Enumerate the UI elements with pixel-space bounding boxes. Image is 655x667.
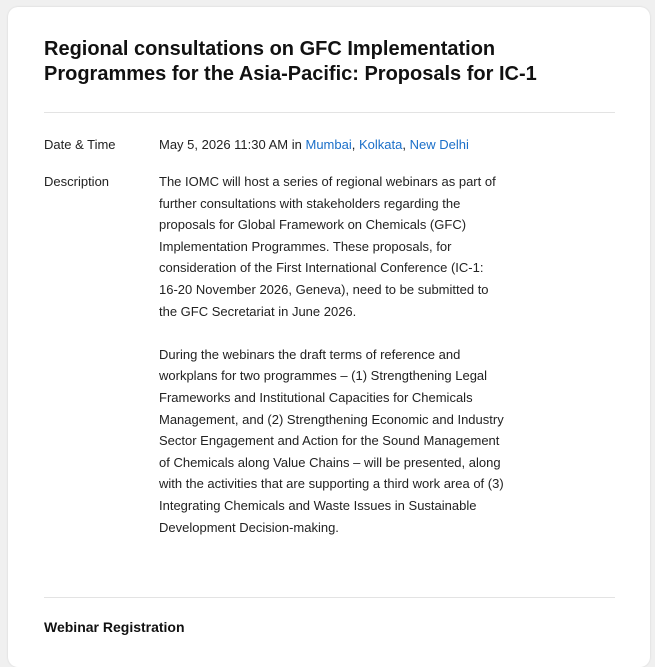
webinar-registration-heading: Webinar Registration — [44, 619, 185, 635]
event-title: Regional consultations on GFC Implementation Programmes for the Asia-Pacific: Proposals for IC-1 — [44, 38, 537, 85]
date-time-text: May 5, 2026 11:30 AM — [159, 137, 289, 152]
location-link-kolkata[interactable]: Kolkata — [358, 137, 403, 152]
description-paragraph-2: During the webinars the draft terms of reference and workplans for two programmes – (1) Strengthening Legal Frameworks and Institutional Capacities for Chemicals Management, and (2) Strengthening Economic and Industry Sector Engagement and Action for the Sound Management of Chemicals along Value Chains – will be presented, along with the activities that are supporting a third work area of (3) Integrating Chemicals and Waste Issues in Sustainable Development Decision-making. — [159, 346, 504, 535]
in-word: in — [291, 137, 302, 152]
description-label: Description — [44, 174, 110, 189]
section-divider — [44, 597, 615, 598]
location-link-new-delhi[interactable]: New Delhi — [409, 137, 469, 152]
date-time-value: May 5, 2026 11:30 AM in Mumbai, Kolkata, New Delhi — [159, 137, 469, 152]
location-link-mumbai[interactable]: Mumbai — [305, 137, 352, 152]
title-divider — [44, 112, 615, 113]
event-card — [8, 7, 650, 667]
description-text — [159, 171, 504, 538]
date-time-label: Date & Time — [44, 137, 116, 152]
description-paragraph-1: The IOMC will host a series of regional webinars as part of further consultations with stakeholders regarding the proposals for Global Framework on Chemicals (GFC) Implementation Programmes. These proposals, for consideration of the First International Conference (IC-1: 16-20 November 2026, Geneva), need to be submitted to the GFC Secretariat in June 2026. — [159, 174, 496, 319]
